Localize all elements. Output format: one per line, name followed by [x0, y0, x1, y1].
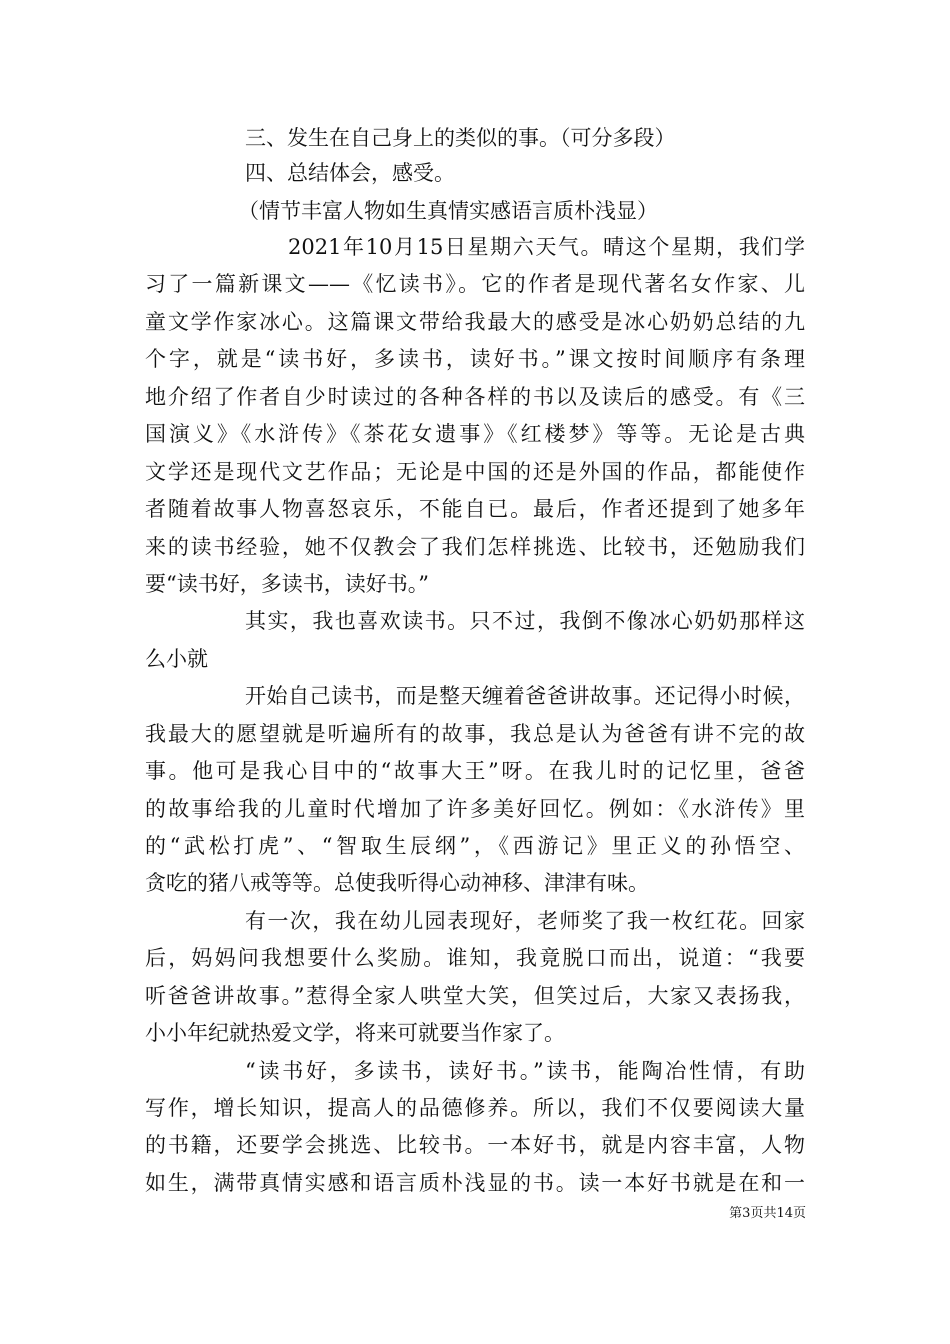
paragraph-line: 来的读书经验，她不仅教会了我们怎样挑选、比较书，还勉励我们: [145, 535, 805, 559]
page-number-footer: 第3页共14页: [729, 1206, 806, 1221]
paragraph-line: 后，妈妈问我想要什么奖励。谁知，我竟脱口而出，说道：“我要: [145, 946, 805, 970]
outline-item-3: 三、发生在自己身上的类似的事。（可分多段）: [245, 126, 676, 150]
paragraph-line: 的“武松打虎”、“智取生辰纲”，《西游记》里正义的孙悟空、: [145, 834, 805, 858]
paragraph-line: 2021年10月15日星期六天气。晴这个星期，我们学: [288, 235, 805, 259]
paragraph-line: 其实，我也喜欢读书。只不过，我倒不像冰心奶奶那样这: [245, 609, 805, 633]
paragraph-line: 地介绍了作者自少时读过的各种各样的书以及读后的感受。有《三: [145, 385, 805, 409]
paragraph-line: 文学还是现代文艺作品；无论是中国的还是外国的作品，都能使作: [145, 460, 805, 484]
paragraph-line: 小小年纪就热爱文学，将来可就要当作家了。: [145, 1021, 565, 1045]
paragraph-line: 者随着故事人物喜怒哀乐，不能自已。最后，作者还提到了她多年: [145, 497, 805, 521]
paragraph-line: 个字，就是“读书好，多读书，读好书。”课文按时间顺序有条理: [145, 347, 805, 371]
paragraph-line: 国演义》《水浒传》《茶花女遗事》《红楼梦》等等。无论是古典: [145, 422, 805, 446]
paragraph-line: 如生，满带真情实感和语言质朴浅显的书。读一本好书就是在和一: [145, 1171, 805, 1195]
outline-note: （情节丰富人物如生真情实感语言质朴浅显）: [238, 199, 658, 223]
paragraph-line: 有一次，我在幼儿园表现好，老师奖了我一枚红花。回家: [245, 909, 805, 933]
paragraph-line: 开始自己读书，而是整天缠着爸爸讲故事。还记得小时候，: [245, 684, 805, 708]
paragraph-line: 写作，增长知识，提高人的品德修养。所以，我们不仅要阅读大量: [145, 1096, 805, 1120]
paragraph-line: 听爸爸讲故事。”惹得全家人哄堂大笑，但笑过后，大家又表扬我，: [145, 984, 805, 1008]
paragraph-line: 么小就: [145, 647, 208, 671]
paragraph-line: 童文学作家冰心。这篇课文带给我最大的感受是冰心奶奶总结的九: [145, 310, 805, 334]
paragraph-line: 的故事给我的儿童时代增加了许多美好回忆。例如：《水浒传》里: [145, 797, 805, 821]
paragraph-line: 要“读书好，多读书，读好书。”: [145, 572, 429, 596]
paragraph-line: 事。他可是我心目中的“故事大王”呀。在我儿时的记忆里，爸爸: [145, 759, 805, 783]
paragraph-line: 习了一篇新课文——《忆读书》。它的作者是现代著名女作家、儿: [145, 272, 805, 296]
paragraph-line: 贪吃的猪八戒等等。总使我听得心动神移、津津有味。: [145, 871, 649, 895]
paragraph-line: “读书好，多读书，读好书。”读书，能陶冶性情，有助: [245, 1059, 805, 1083]
outline-item-4: 四、总结体会，感受。: [245, 161, 455, 185]
paragraph-line: 的书籍，还要学会挑选、比较书。一本好书，就是内容丰富，人物: [145, 1133, 805, 1157]
paragraph-line: 我最大的愿望就是听遍所有的故事，我总是认为爸爸有讲不完的故: [145, 722, 805, 746]
